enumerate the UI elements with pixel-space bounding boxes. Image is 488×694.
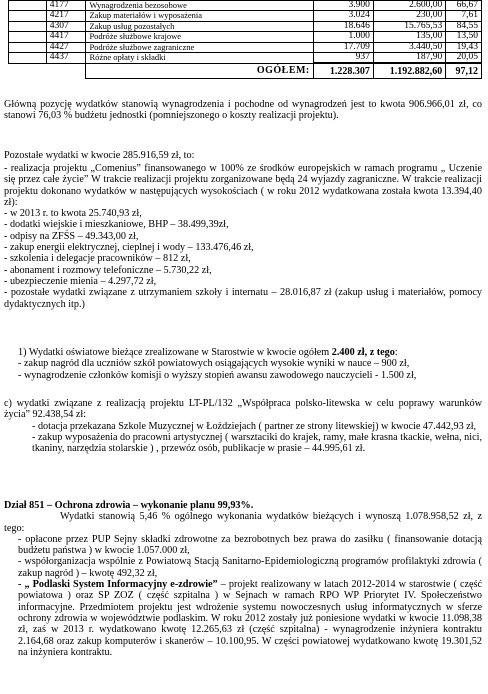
list-item: - realizacja projektu „Comenius” finansowanego w 100% ze środków europejskich w ramach programu „ Uczenie się przez całe życie” W trakcie realizacji projektu zorganizowane będą 24 wyjazdy zagraniczne. W trakcie realizacji projektu dokonano wydatków w następujących wysokościach ( w roku 2012 wydatkowana została kwota 13.394,40 zł):	[4, 163, 482, 208]
row-blank-cell	[9, 1, 47, 11]
expenditure-table	[8, 0, 482, 79]
project-ltpl	[4, 398, 482, 454]
row-blank-cell	[9, 21, 47, 31]
row-exec: 187,90	[373, 53, 445, 64]
row-percent: 19,43	[446, 42, 482, 52]
row-description: Podróże służbowe krajowe	[86, 32, 313, 42]
row-code: 4177	[46, 1, 86, 11]
row-plan: 3.900	[313, 1, 373, 11]
education-head: 1) Wydatki oświatowe bieżące zrealizowane w Starostwie w kwocie ogółem 2.400 zł, z tego:	[18, 347, 398, 358]
table-row	[9, 1, 482, 11]
row-exec: 15.765,53	[373, 21, 445, 31]
row-blank-cell	[9, 42, 47, 52]
list-item: - zakup nagród dla uczniów szkół powiatowych osiągających wysokie wyniki w nauce – 900 zł,	[18, 358, 410, 370]
list-item: - współorganizacja wspólnie z Powiatową Stacją Sanitarno-Epidemiologiczną programów profilaktyki zdrowia ( zakup nagród ) – kwotę 492,32 zł,	[18, 556, 482, 579]
other-expenses-list	[4, 163, 482, 310]
list-item: - dodatki wiejskie i mieszkaniowe, BHP – 38.499,39zł,	[4, 219, 229, 231]
total-plan: 1.228.307	[313, 63, 373, 79]
project-ltpl-head: c) wydatki związane z realizacją projektu LT-PL/132 „Współpraca polsko-litewska w celu poprawy warunków życia” 92.438,54 zł:	[4, 398, 482, 421]
row-exec: 2.600,00	[373, 1, 445, 11]
table-total-row	[9, 63, 482, 79]
list-item: - odpisy na ZFŚS – 49.343,00 zł,	[4, 230, 139, 242]
row-percent: 84,55	[446, 21, 482, 31]
row-blank-cell	[9, 32, 47, 42]
row-plan: 3.024	[313, 11, 373, 21]
list-item: - dotacja przekazana Szkole Muzycznej w Łoździejach ( partner ze strony litewskiej) w kwocie 47.442,93 zł,	[32, 420, 477, 432]
row-description: Podróże służbowe zagraniczne	[86, 42, 313, 52]
list-item: - szkolenia i delegacje pracowników – 812 zł,	[4, 253, 191, 265]
table-row	[9, 53, 482, 64]
education-expenses	[4, 347, 482, 381]
row-code: 4427	[46, 42, 86, 52]
total-label: OGÓŁEM:	[86, 63, 313, 79]
row-exec: 3.440,50	[373, 42, 445, 52]
row-percent: 7,61	[446, 11, 482, 21]
row-code: 4217	[46, 11, 86, 21]
row-description: Wynagrodzenia bezosobowe	[86, 1, 313, 11]
row-description: Zakup usług pozostałych	[86, 21, 313, 31]
row-blank-cell	[9, 53, 47, 64]
list-item: - „ Podlaski System Informacyjny e-zdrowie” – projekt realizowany w latach 2012-2014 w starostwie ( część powiatowa ) oraz SP ZOZ ( część szpitalna ) w Sejnach w ramach RPO WP Priorytet IV. Społeczeństwo informacyjne. Przedmiotem projektu jest wdrożenie systemu nowoczesnych usług informatycznych w sferze ochrony zdrowia w województwie podlaskim. W roku 2012 zostały już poniesione wydatki w kwocie 11.098,38 zł, zaś w 2013 r. wydatkowano kwotę 12.265,63 zł (część szpitalna) - wynagrodzenie inżyniera kontraktu 2.164,68 oraz zakup komputerów i skanerów – 10.100,95. W części powiatowej wydatkowano kwotę 19.301,52 na inżyniera kontraktu.	[18, 579, 482, 658]
row-blank-cell	[9, 11, 47, 21]
row-percent: 66,67	[446, 1, 482, 11]
row-description: Zakup materiałów i wyposażenia	[86, 11, 313, 21]
total-exec: 1.192.882,60	[373, 63, 445, 79]
row-plan: 17.709	[313, 42, 373, 52]
list-item: - wynagrodzenie członków komisji o wyższy stopień awansu zawodowego nauczycieli - 1.500 zł,	[18, 369, 417, 381]
table-row	[9, 32, 482, 42]
section-title: Dział 851 – Ochrona zdrowia – wykonanie planu 99,93%.	[4, 500, 254, 511]
section-health	[4, 500, 482, 658]
list-item: - w 2013 r. to kwota 25.740,93 zł,	[4, 208, 142, 220]
row-code: 4307	[46, 21, 86, 31]
list-item: - zakup energii elektrycznej, cieplnej i wody – 133.476,46 zł,	[4, 242, 254, 254]
list-item: - opłacone przez PUP Sejny składki zdrowotne za bezrobotnych bez prawa do zasiłku ( finansowanie dotacją budżetu państwa ) w kwocie 1.057.000 zł,	[18, 533, 482, 557]
education-amount: 2.400 zł, z tego	[331, 347, 395, 358]
row-plan: 1.000	[313, 32, 373, 42]
row-exec: 135,00	[373, 32, 445, 42]
list-item: - zakup wyposażenia do pracowni artystycznej ( warsztaciki do krajek, ramy, małe krasna tkackie, wełna, nici, tkaniny, narzędzia stolarskie ) , przewóz osób, publikacje w prasie – 44.995,61 zł.	[32, 431, 482, 455]
paragraph-other-head: Pozostałe wydatki w kwocie 285.916,59 zł, to:	[4, 150, 195, 161]
row-plan: 18.646	[313, 21, 373, 31]
table-row	[9, 11, 482, 21]
table-row	[9, 21, 482, 31]
total-pct: 97,12	[446, 63, 482, 79]
paragraph-wages: Główną pozycję wydatków stanowią wynagrodzenia i pochodne od wynagrodzeń jest to kwota 906.966,01 zł, co stanowi 76,03 % budżetu jednostki (pomniejszonego o koszty realizacji projektu).	[4, 99, 482, 122]
row-code: 4437	[46, 53, 86, 64]
list-item: - ubezpieczenie mienia – 4.297,72 zł,	[4, 275, 157, 287]
row-code: 4417	[46, 32, 86, 42]
list-item: - abonament i rozmowy telefoniczne – 5.730,22 zł,	[4, 264, 212, 276]
row-exec: 230,00	[373, 11, 445, 21]
list-item: - pozostałe wydatki związane z utrzymaniem szkoły i internatu – 28.016,87 zł (zakup usług i materiałów, pomocy dydaktycznych itp.)	[4, 287, 482, 310]
row-percent: 20,05	[446, 53, 482, 64]
row-description: Różne opłaty i składki	[86, 53, 313, 64]
table-row	[9, 42, 482, 52]
project-title: - „ Podlaski System Informacyjny e-zdrowie”	[18, 579, 218, 591]
row-percent: 13,50	[446, 32, 482, 42]
section-intro: Wydatki stanowią 5,46 % ogólnego wykonania wydatków bieżących i wynoszą 1.078.958,52 zł, z tego:	[4, 511, 482, 534]
row-plan: 937	[313, 53, 373, 64]
